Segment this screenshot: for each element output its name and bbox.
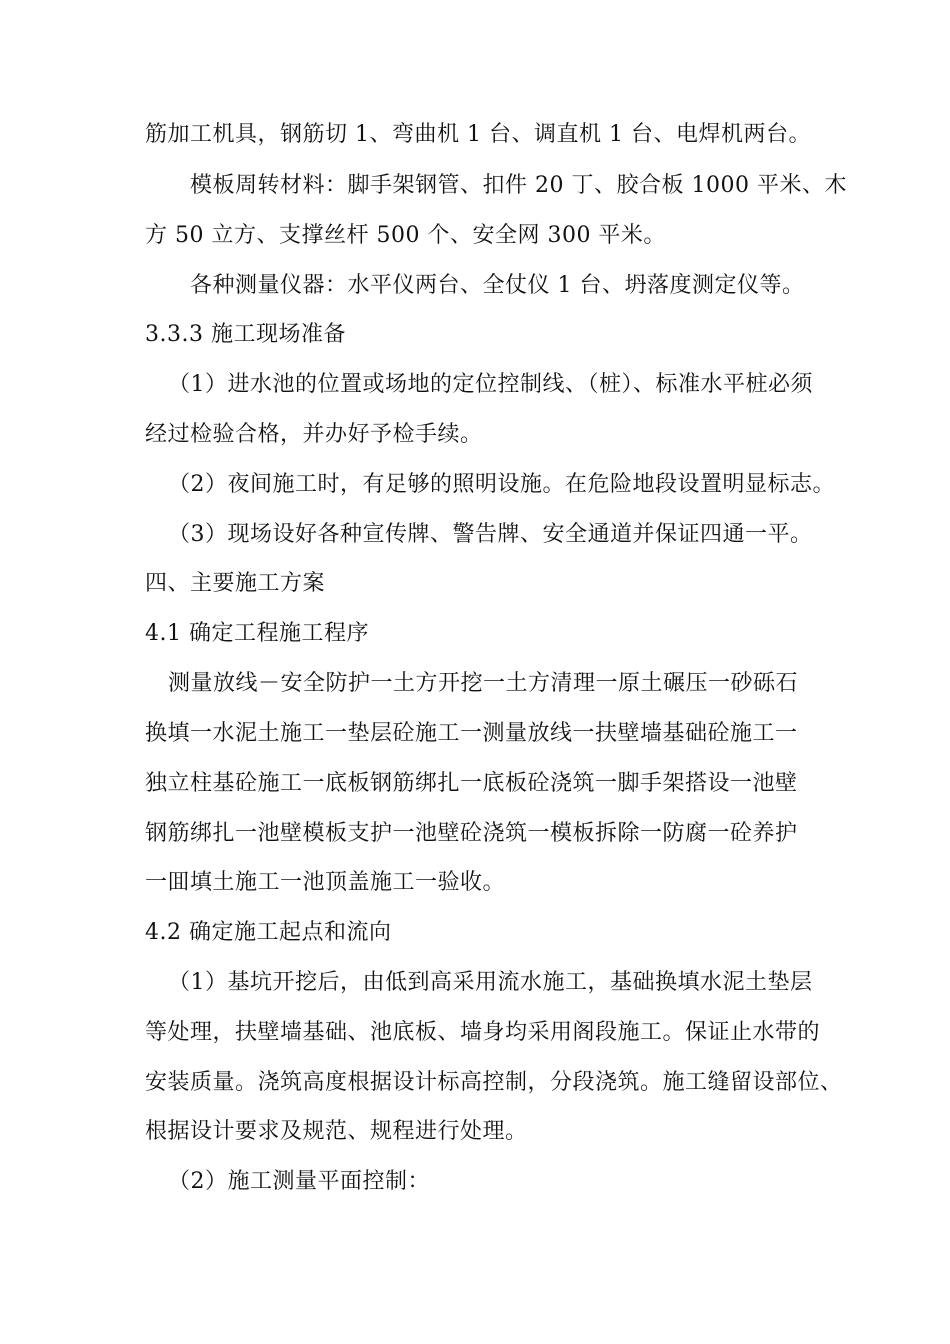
paragraph-line: （1）进水池的位置或场地的定位控制线、（桩）、标准水平桩必须 xyxy=(168,372,813,397)
paragraph-line: 独立柱基砼施工一底板钢筋绑扎一底板砼浇筑一脚手架搭设一池壁 xyxy=(145,771,798,796)
paragraph-line: 各种测量仪器：水平仪两台、全仗仪 1 台、坍落度测定仪等。 xyxy=(190,273,805,298)
section-heading: 4.1 确定工程施工程序 xyxy=(145,621,369,646)
paragraph-line: 钢筋绑扎一池壁模板支护一池壁砼浇筑一模板拆除一防腐一砼养护 xyxy=(145,821,798,846)
paragraph-line: （2）施工测量平面控制： xyxy=(168,1169,430,1194)
paragraph-line: 安装质量。浇筑高度根据设计标高控制，分段浇筑。施工缝留设部位、 xyxy=(145,1070,843,1095)
section-heading: 4.2 确定施工起点和流向 xyxy=(145,920,392,945)
paragraph-line: 方 50 立方、支撑丝杆 500 个、安全网 300 平米。 xyxy=(145,223,666,248)
paragraph-line: （3）现场设好各种宣传牌、警告牌、安全通道并保证四通一平。 xyxy=(168,522,813,547)
paragraph-line: 等处理，扶壁墙基础、池底板、墙身均采用阁段施工。保证止水带的 xyxy=(145,1020,821,1045)
section-heading: 3.3.3 施工现场准备 xyxy=(145,322,346,347)
paragraph-line: 换填一水泥土施工一垫层砼施工一测量放线一扶壁墙基础砼施工一 xyxy=(145,721,798,746)
paragraph-line: （1）基坑开挖后，由低到高采用流水施工，基础换填水泥土垫层 xyxy=(168,970,813,995)
paragraph-line: 经过检验合格，并办好予检手续。 xyxy=(145,422,483,447)
paragraph-line: 模板周转材料：脚手架钢管、扣件 20 丁、胶合板 1000 平米、木 xyxy=(190,173,847,198)
paragraph-line: （2）夜间施工时，有足够的照明设施。在危险地段设置明显标志。 xyxy=(168,472,835,497)
paragraph-line: 根据设计要求及规范、规程进行处理。 xyxy=(145,1119,528,1144)
chapter-heading: 四、主要施工方案 xyxy=(145,571,326,596)
paragraph-line: 测量放线－安全防护一土方开挖一土方清理一原土碾压一砂砾石 xyxy=(168,671,799,696)
paragraph-line: 一囬填土施工一池顶盖施工一验收。 xyxy=(145,870,506,895)
paragraph-line: 筋加工机具，钢筋切 1、弯曲机 1 台、调直机 1 台、电焊机两台。 xyxy=(145,122,811,147)
